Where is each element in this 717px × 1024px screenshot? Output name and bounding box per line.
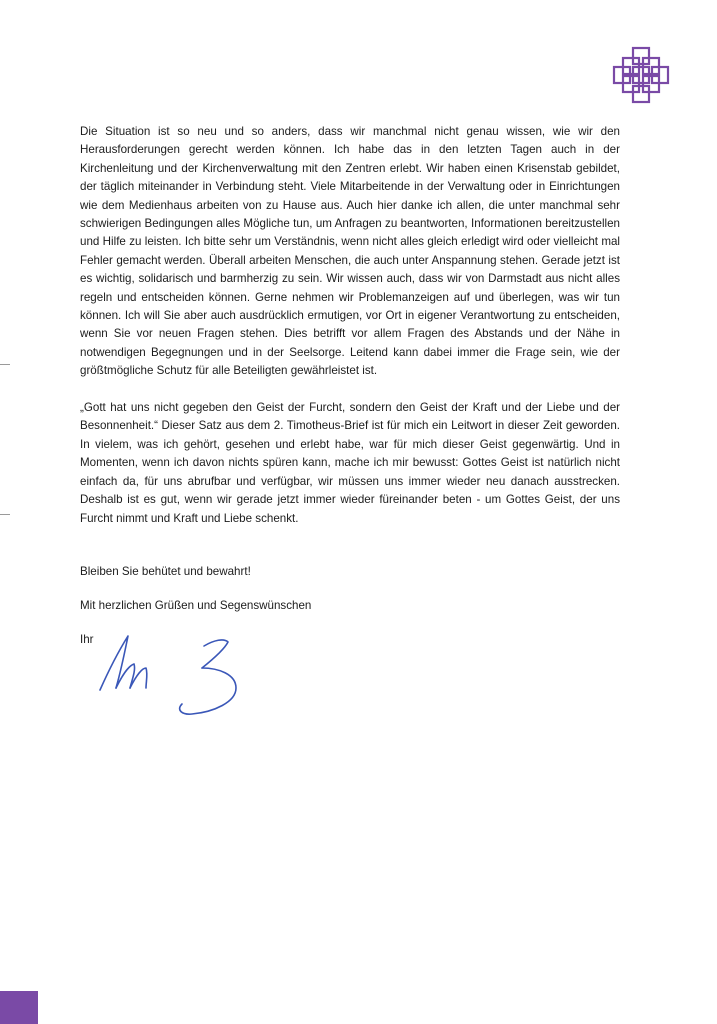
- edge-mark-upper: [0, 364, 10, 365]
- letter-sign-off: Ihr: [80, 633, 94, 646]
- letter-paragraph-2: „Gott hat uns nicht gegeben den Geist der Furcht, sondern den Geist der Kraft und der Liebe und der Besonnenheit.“ Dieser Satz aus dem 2. Timotheus-Brief ist für mich ein Leitwort in dieser Zeit geworden. In vielem, was ich gehört, gesehen und erlebt habe, war für mich dieser Geist gegenwärtig. Und in Momenten, wenn ich davon nichts spüren kann, mache ich mir bewusst: Gottes Geist ist natürlich nicht einfach da, für uns abrufbar und verfügbar, wir müssen uns immer wieder neu danach ausstrecken. Deshalb ist es gut, wenn wir gerade jetzt immer wieder füreinander beten - um Gottes Geist, der uns Furcht nimmt und Kraft und Liebe schenkt.: [80, 401, 620, 525]
- corner-color-block: [0, 991, 38, 1024]
- letter-paragraph-1: Die Situation ist so neu und so anders, dass wir manchmal nicht genau wissen, wie wir den Herausforderungen gerecht werden können. Ich habe das in den letzten Tagen auch in der Kirchenleitung und der Kirchenverwaltung mit den Zentren erlebt. Wir haben einen Krisenstab gebildet, der täglich miteinander in Verbindung steht. Viele Mitarbeitende in der Verwaltung oder in Einrichtungen wie dem Medienhaus arbeiten von zu Hause aus. Auch hier danke ich allen, die unter manchmal sehr schwierigen Bedingungen alles Mögliche tun, um Anfragen zu beantworten, Informationen bereitzustellen und Hilfe zu leisten. Ich bitte sehr um Verständnis, wenn nicht alles gleich erledigt wird oder vielleicht mal Fehler gemacht werden. Überall arbeiten Menschen, die auch unter Anspannung stehen. Gerade jetzt ist es wichtig, solidarisch und barmherzig zu sein. Wir wissen auch, dass wir von Darmstadt aus nicht alles regeln und entscheiden können. Gerne nehmen wir Problemanzeigen auf und überlegen, was wir tun können. Ich will Sie aber auch ausdrücklich ermutigen, vor Ort in eigener Verantwortung zu entscheiden, wenn Sie vor neuen Fragen stehen. Dies betrifft vor allem Fragen des Abstands und der Nähe in notwendigen Begegnungen und in der Seelsorge. Leitend kann dabei immer die Frage sein, wie der größtmögliche Schutz für alle Beteiligten gewährleistet ist.: [80, 125, 620, 378]
- letter-greeting: Bleiben Sie behütet und bewahrt!: [80, 565, 251, 578]
- edge-mark-lower: [0, 514, 10, 515]
- letter-body: [80, 123, 620, 528]
- church-cross-logo-icon: [612, 46, 670, 104]
- letter-closing: Mit herzlichen Grüßen und Segenswünschen: [80, 599, 312, 612]
- handwritten-signature-icon: [96, 632, 246, 716]
